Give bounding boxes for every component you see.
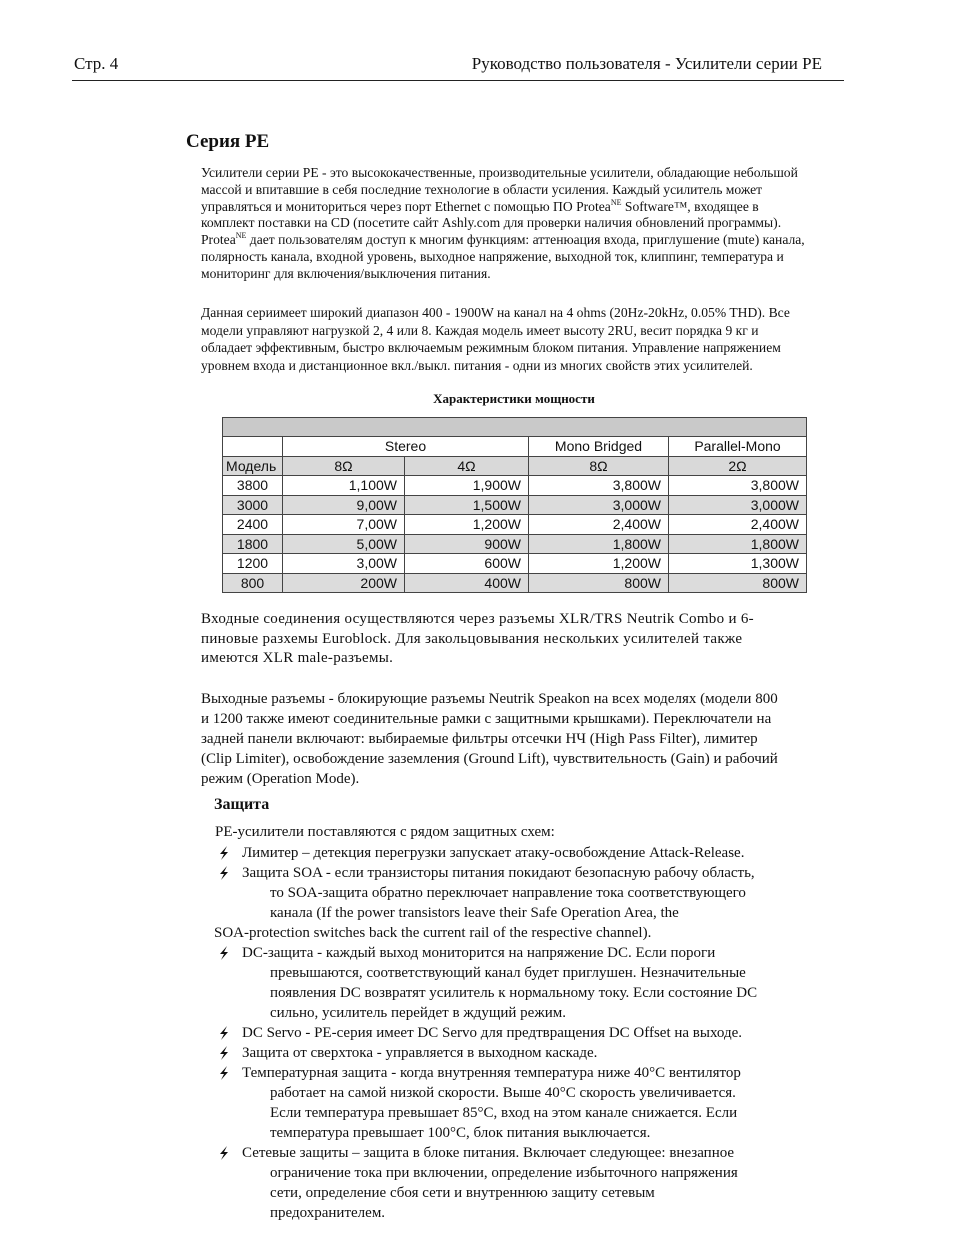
outputs-paragraph: Выходные разъемы - блокирующие разъемы Neutrik Speakon на всех моделях (модели 800 и 1200 также имеют соединительные рамки с защитными крышками). Переключатели на задней панели включают: выбираемые фильтры отсечки НЧ (High Pass Filter), лимитер (Clip Limiter), освобождение заземления (Ground Lift), чувствительность (Gain) и рабочий режим (Operation Mode).	[201, 691, 778, 787]
page-number: Стр. 4	[74, 54, 119, 73]
table-row: 2400 7,00W 1,200W 2,400W 2,400W	[223, 515, 807, 535]
table-title: Характеристики мощности	[433, 391, 595, 406]
table-row: 800 200W 400W 800W 800W	[223, 573, 807, 593]
list-item: Лимитер – детекция перегрузки запускает атаку-освобождение Attack-Release.	[214, 843, 834, 863]
lightning-bolt-icon	[214, 843, 234, 863]
header-title: Руководство пользователя - Усилители серии PE	[471, 54, 822, 73]
list-item: DC Servo - PE-серия имеет DC Servo для предтвращения DC Offset на выходе.	[214, 1023, 834, 1043]
model-header: Модель	[223, 456, 283, 476]
list-item: DC-защита - каждый выход мониторится на напряжение DC. Если пороги превышаются, соответствующий канал будет приглушен. Незначительные появления DC возвратят усилитель к нормальному току. Если состояние DC сильно, усилитель перейдет в ждущий режим.	[214, 943, 834, 1023]
lightning-bolt-icon	[214, 1143, 234, 1163]
list-item: Защита SOA - если транзисторы питания покидают безопасную рабочу область, то SOA-защита обратно переключает направление тока соответствующего канала (If the power transistors leave their Safe Operation Area, the SOA-protection switches back the current rail of the respective channel).	[214, 865, 755, 941]
load-header: 8Ω	[529, 456, 669, 476]
lightning-bolt-icon	[214, 1063, 234, 1083]
list-item: Температурная защита - когда внутренняя температура ниже 40°C вентилятор работает на самой низкой скорости. Выше 40°C скорость увеличивается. Если температура превышает 85°C, вход на этом канале снижается. Если температура превышает 100°C, блок питания выключается.	[214, 1063, 834, 1143]
lightning-bolt-icon	[214, 1043, 234, 1063]
group-stereo: Stereo	[283, 437, 529, 457]
lightning-bolt-icon	[214, 863, 234, 883]
load-header: 4Ω	[405, 456, 529, 476]
protection-heading: Защита	[214, 796, 270, 813]
group-mono-bridged: Mono Bridged	[529, 437, 669, 457]
section-heading: Серия PE	[186, 131, 270, 152]
power-table	[222, 417, 807, 593]
lightning-bolt-icon	[214, 1023, 234, 1043]
table-group-row	[223, 437, 807, 457]
load-header: 8Ω	[283, 456, 405, 476]
table-load-row	[223, 456, 807, 476]
table-row: 1800 5,00W 900W 1,800W 1,800W	[223, 534, 807, 554]
table-row: 1200 3,00W 600W 1,200W 1,300W	[223, 554, 807, 574]
table-top-band	[223, 418, 807, 437]
protection-list	[214, 843, 834, 1223]
list-item: Сетевые защиты – защита в блоке питания. Включает следующее: внезапное ограничение тока при включении, определение избыточного напряжения сети, определение сбоя сети и внутреннюю защиту сетевым предохранителем.	[214, 1143, 834, 1223]
table-row: 3000 9,00W 1,500W 3,000W 3,000W	[223, 495, 807, 515]
series-paragraph: Данная сериимеет широкий диапазон 400 - 1900W на канал на 4 ohms (20Hz-20kHz, 0.05% THD). Все модели управляют нагрузкой 2, 4 или 8. Каждая модель имеет высоту 2RU, весит порядка 9 кг и обладает эффективным, быстро включаемым режимным блоком питания. Управление напряжением уровнем входа и дистанционное вкл./выкл. питания - одни из многих свойств этих усилителей.	[201, 305, 790, 373]
intro-paragraph: Усилители серии PE - это высококачественные, производительные усилители, обладающие небольшой массой и впитавшие в себя последние технологие в области усиления. Каждый усилитель может управляться и мониториться через порт Ethernet с помощью ПО Protea$^{NE}$ Software™, входящее в комплект поставки на CD (посетите сайт Ashly.com для проверки наличия обновлений программы). Protea$^{NE}$ дает пользователям доступ к многим функциям: аттенюация входа, приглушение (mute) канала, полярность канала, входной уровень, выходное напряжение, выходной ток, клиппинг, температура и мониторинг для включения/выключения питания.	[201, 165, 805, 281]
list-item: Защита от сверхтока - управляется в выходном каскаде.	[214, 1043, 834, 1063]
protection-intro: PE-усилители поставляются с рядом защитных схем:	[215, 824, 555, 840]
table-row: 3800 1,100W 1,900W 3,800W 3,800W	[223, 476, 807, 496]
group-parallel-mono: Parallel-Mono	[669, 437, 807, 457]
lightning-bolt-icon	[214, 943, 234, 963]
load-header: 2Ω	[669, 456, 807, 476]
inputs-paragraph: Входные соединения осуществляются через разъемы XLR/TRS Neutrik Combo и 6- пиновые разхемы Euroblock. Для закольцовывания нескольких усилителей также имеются XLR male-разъемы.	[201, 611, 754, 666]
page-header	[72, 54, 844, 81]
